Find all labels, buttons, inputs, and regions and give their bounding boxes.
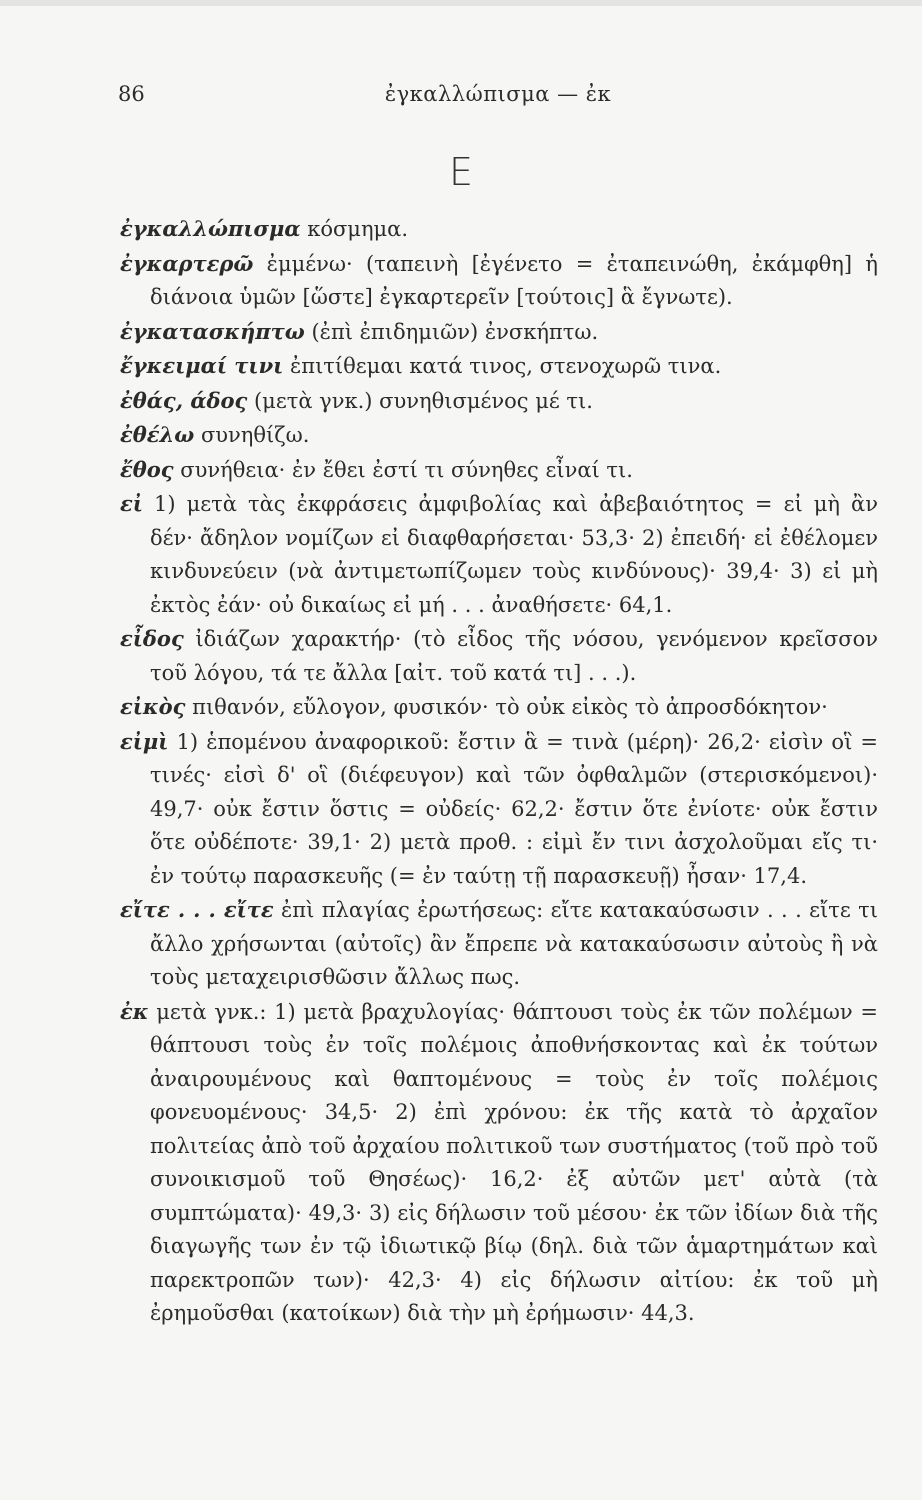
dictionary-entry [120,995,878,1331]
page-header [118,82,878,112]
dictionary-entry [120,487,878,622]
entry-text: πιθανόν, εὔλογον, φυσικόν· τὸ οὐκ εἰκὸς τὸ ἀπροσδόκητον· [185,695,828,719]
entry-text: μετὰ γνκ.: 1) μετὰ βραχυλογίας· θάπτουσι τοὺς ἐκ τῶν πολέμων = θάπτουσι τοὺς ἐν τοῖς πολέμοις ἀποθνήσκοντας καὶ ἐκ τούτων ἀναιρουμένους καὶ θαπτομένους = τοὺς ἐν τοῖς πολέμοις φονευομένους· 34,5· 2) ἐπὶ χρόνου: ἐκ τῆς κατὰ τὸ ἀρχαῖον πολιτείας ἀπὸ τοῦ ἀρχαίου πολιτικοῦ των συστήματος (τοῦ πρὸ τοῦ συνοικισμοῦ τοῦ Θησέως)· 16,2· ἐξ αὐτῶν μετ' αὐτὰ (τὰ συμπτώματα)· 49,3· 3) εἰς δήλωσιν τοῦ μέσου· ἐκ τῶν ἰδίων διὰ τῆς διαγωγῆς των ἐν τῷ ἰδιωτικῷ βίῳ (δηλ. διὰ τῶν ἁμαρτημάτων καὶ παρεκτροπῶν των)· 42,3· 4) εἰς δήλωσιν αἰτίου: ἐκ τοῦ μὴ ἐρημοῦσθαι (κατοίκων) διὰ τὴν μὴ ἐρήμωσιν· 44,3. [148,999,878,1325]
dictionary-entry [120,315,878,350]
entry-headword: ἐθέλω [120,422,195,447]
page-number: 86 [118,82,145,106]
entry-headword: ἐγκαλλώπισμα [120,216,301,241]
entry-text: 1) ἑπομένου ἀναφορικοῦ: ἔστιν ἃ = τινὰ (μέρη)· 26,2· εἰσὶν οἳ = τινές· εἰσὶ δ' οἳ (διέφευγον) καὶ τῶν ὀφθαλμῶν (στερισκόμενοι)· 49,7· οὐκ ἔστιν ὅστις = οὐδείς· 62,2· ἔστιν ὅτε ἐνίοτε· οὐκ ἔστιν ὅτε οὐδέποτε· 39,1· 2) μετὰ προθ. : εἰμὶ ἔν τινι ἀσχολοῦμαι εἴς τι· ἐν τούτῳ παρασκευῆς (= ἐν ταύτῃ τῇ παρασκευῇ) ἦσαν· 17,4. [150,729,878,888]
dictionary-entry [120,349,878,384]
entry-text: 1) μετὰ τὰς ἐκφράσεις ἀμφιβολίας καὶ ἀβεβαιότητος = εἰ μὴ ἂν δέν· ἄδηλον νομίζων εἰ διαφθαρήσεται· 53,3· 2) ἐπειδή· εἰ ἐθέλομεν κινδυνεύειν (νὰ ἀντιμετωπίζωμεν τοὺς κινδύνους)· 39,4· 3) εἰ μὴ ἐκτὸς ἐάν· οὐ δικαίως εἰ μή . . . ἀναθήσετε· 64,1. [142,492,878,617]
dictionary-entry [120,622,878,690]
entry-text: συνήθεια· ἐν ἔθει ἐστί τι σύνηθες εἶναί τι. [173,457,633,482]
entry-headword: ἔγκειμαί τινι [120,353,284,378]
page-top-edge [0,0,922,6]
entry-headword: εἰκὸς [120,694,186,719]
entry-headword: εἴτε . . . εἴτε [120,897,274,922]
entry-headword: ἔθος [120,456,174,482]
entry-headword: ἐθάς, άδος [120,387,248,413]
dictionary-entry [120,247,878,315]
section-letter: Ε [448,150,473,194]
entry-text: ἐμμένω· (ταπεινὴ [ἐγένετο = ἐταπεινώθη, ἐκάμφθη] ἡ διάνοια ὑμῶν [ὥστε] ἐγκαρτερεῖν [τούτοις] ἃ ἔγνωτε). [150,251,878,309]
entry-headword: ἐκ [120,998,149,1024]
entry-headword: ἐγκαρτερῶ [120,250,254,276]
dictionary-entries [120,212,878,1331]
running-title: ἐγκαλλώπισμα — ἐκ [384,82,612,106]
entry-text: ἐπιτίθεμαι κατά τινος, στενοχωρῶ τινα. [283,354,722,378]
dictionary-entry [120,212,878,247]
dictionary-entry [120,690,878,725]
entry-text: συνηθίζω. [194,423,310,447]
entry-text: κόσμημα. [300,217,409,241]
dictionary-entry [120,725,878,894]
dictionary-entry [120,384,878,419]
entry-headword: εἰμὶ [120,728,169,754]
entry-text: (ἐπὶ ἐπιδημιῶν) ἐνσκήπτω. [304,319,599,344]
dictionary-entry [120,453,878,488]
entry-headword: εἶδος [120,626,184,651]
entry-headword: ἐγκατασκήπτω [120,318,305,344]
dictionary-entry [120,893,878,995]
entry-headword: εἰ [120,491,143,516]
entry-text: (μετὰ γνκ.) συνηθισμένος μέ τι. [247,388,593,413]
entry-text: ἰδιάζων χαρακτήρ· (τὸ εἶδος τῆς νόσου, γενόμενον κρεῖσσον τοῦ λόγου, τά τε ἄλλα [αἰτ. τοῦ κατά τι] . . .). [150,627,878,685]
dictionary-entry [120,418,878,453]
entry-text: ἐπὶ πλαγίας ἐρωτήσεως: εἴτε κατακαύσωσιν . . . εἴτε τι ἄλλο χρήσωνται (αὐτοῖς) ἂν ἔπρεπε νὰ κατακαύσωσιν αὐτοὺς ἢ νὰ τοὺς μεταχειρισθῶσιν ἄλλως πως. [150,898,878,989]
